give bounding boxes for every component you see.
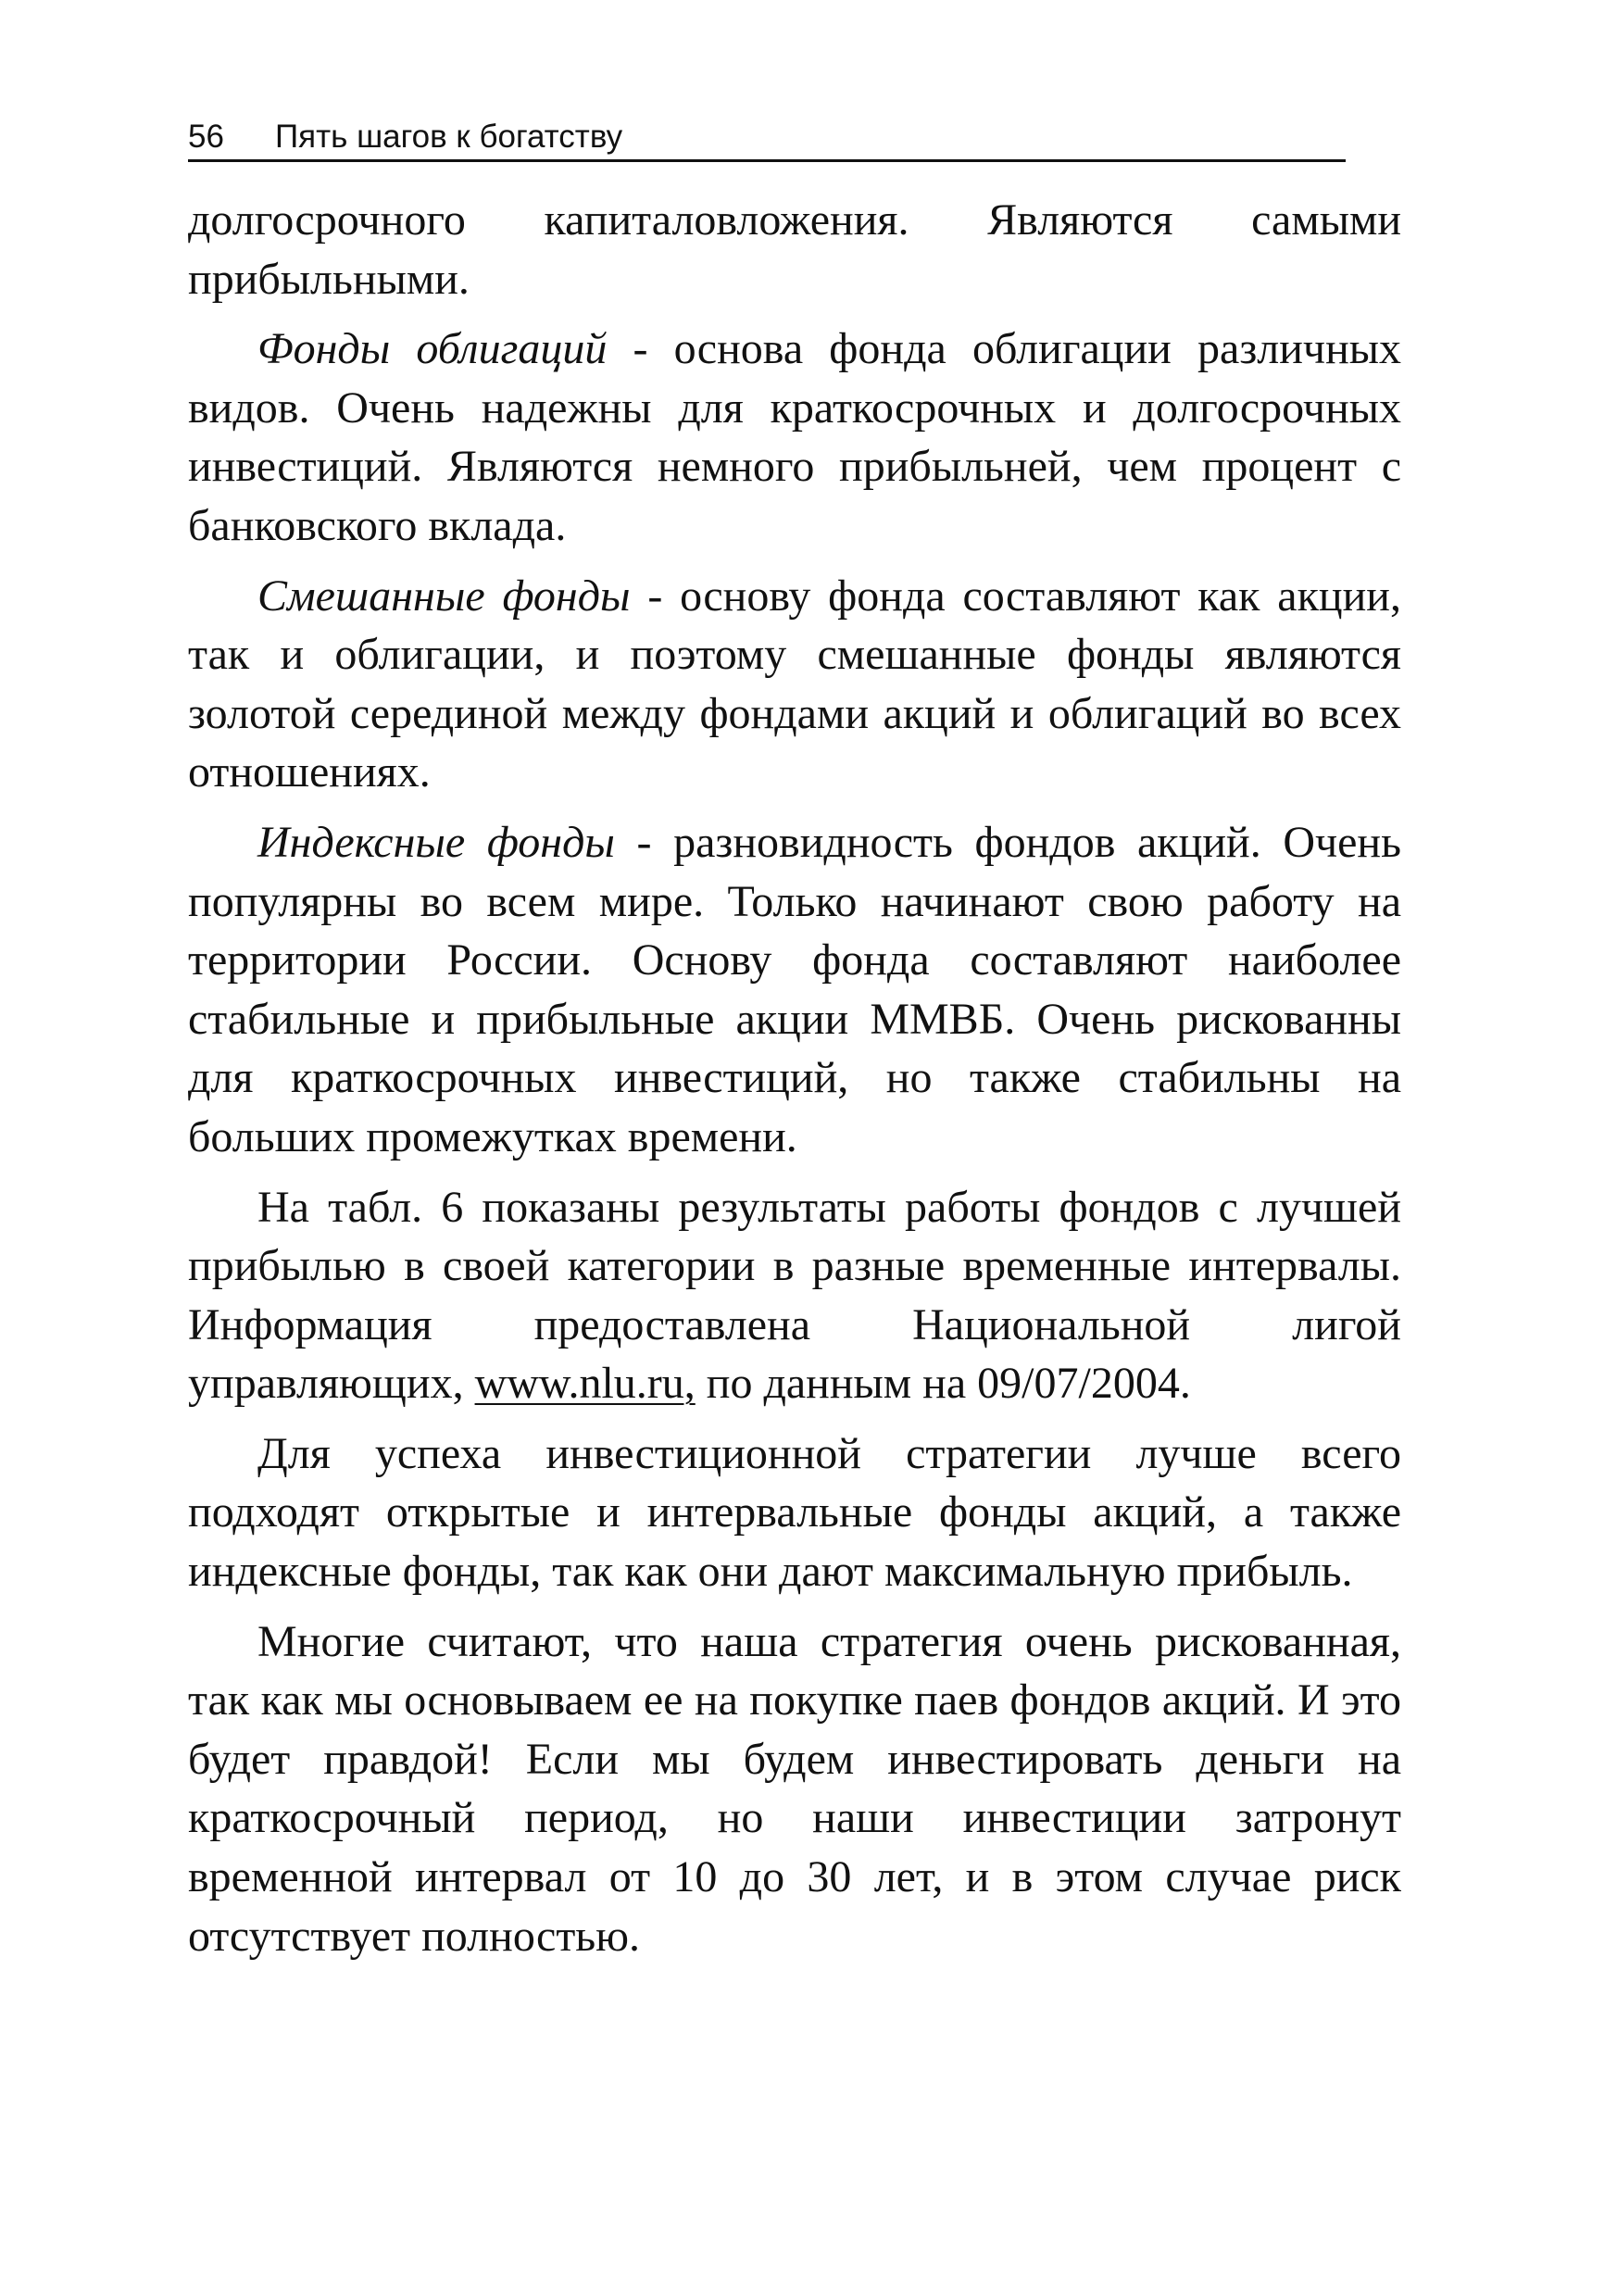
- paragraph-text: - основа фонда облигации различных видов. Очень надежны для краткосрочных и долгосрочных инвестиций. Являются немного прибыльней, чем процент с банковского вклада.: [188, 324, 1401, 550]
- paragraph-continuation: [188, 191, 1401, 308]
- paragraph-text: Многие считают, что наша стратегия очень рискованная, так как мы основываем ее на покупке паев фондов акций. И это будет правдой! Если мы будем инвестировать деньги на краткосрочный период, но наши инвестиции затронут временной интервал от 10 до 30 лет, и в этом случае риск отсутствует полностью.: [188, 1616, 1401, 1961]
- term-mixed-funds: Смешанные фонды: [257, 571, 631, 621]
- paragraph-index-funds: [188, 813, 1401, 1167]
- paragraph-risk: [188, 1612, 1401, 1966]
- paragraph-text: - основу фонда составляют как акции, так и облигации, и поэтому смешанные фонды являются золотой серединой между фондами акций и облигаций во всех отношениях.: [188, 571, 1401, 797]
- nlu-link[interactable]: www.nlu.ru,: [474, 1359, 696, 1409]
- running-header: [188, 117, 1346, 162]
- term-bond-funds: Фонды облигаций: [257, 324, 608, 374]
- paragraph-text: долгосрочного капиталовложения. Являются самыми прибыльными.: [188, 195, 1401, 304]
- paragraph-text: - разновидность фондов акций. Очень популярны во всем мире. Только начинают свою работу на территории России. Основу фонда составляют наиболее стабильные и прибыльные акции ММВБ. Очень рискованны для краткосрочных инвестиций, но также стабильны на больших промежутках времени.: [188, 817, 1402, 1161]
- book-title: Пять шагов к богатству: [275, 119, 623, 155]
- term-index-funds: Индексные фонды: [257, 817, 615, 867]
- paragraph-table-reference: [188, 1178, 1401, 1413]
- paragraph-text: по данным на 09/07/2004.: [695, 1359, 1191, 1409]
- paragraph-mixed-funds: [188, 567, 1401, 802]
- paragraph-bond-funds: [188, 320, 1401, 555]
- paragraph-text: Для успеха инвестиционной стратегии лучше всего подходят открытые и интервальные фонды акций, а также индексные фонды, так как они дают максимальную прибыль.: [188, 1428, 1401, 1597]
- page-number: 56: [188, 119, 224, 155]
- paragraph-strategy: [188, 1424, 1401, 1601]
- paragraph-text: На табл. 6 показаны результаты работы фондов с лучшей прибылью в своей категории в разные временные интервалы. Информация предоставлена Национальной лигой управляющих,: [188, 1182, 1401, 1409]
- body-text: [188, 191, 1401, 1976]
